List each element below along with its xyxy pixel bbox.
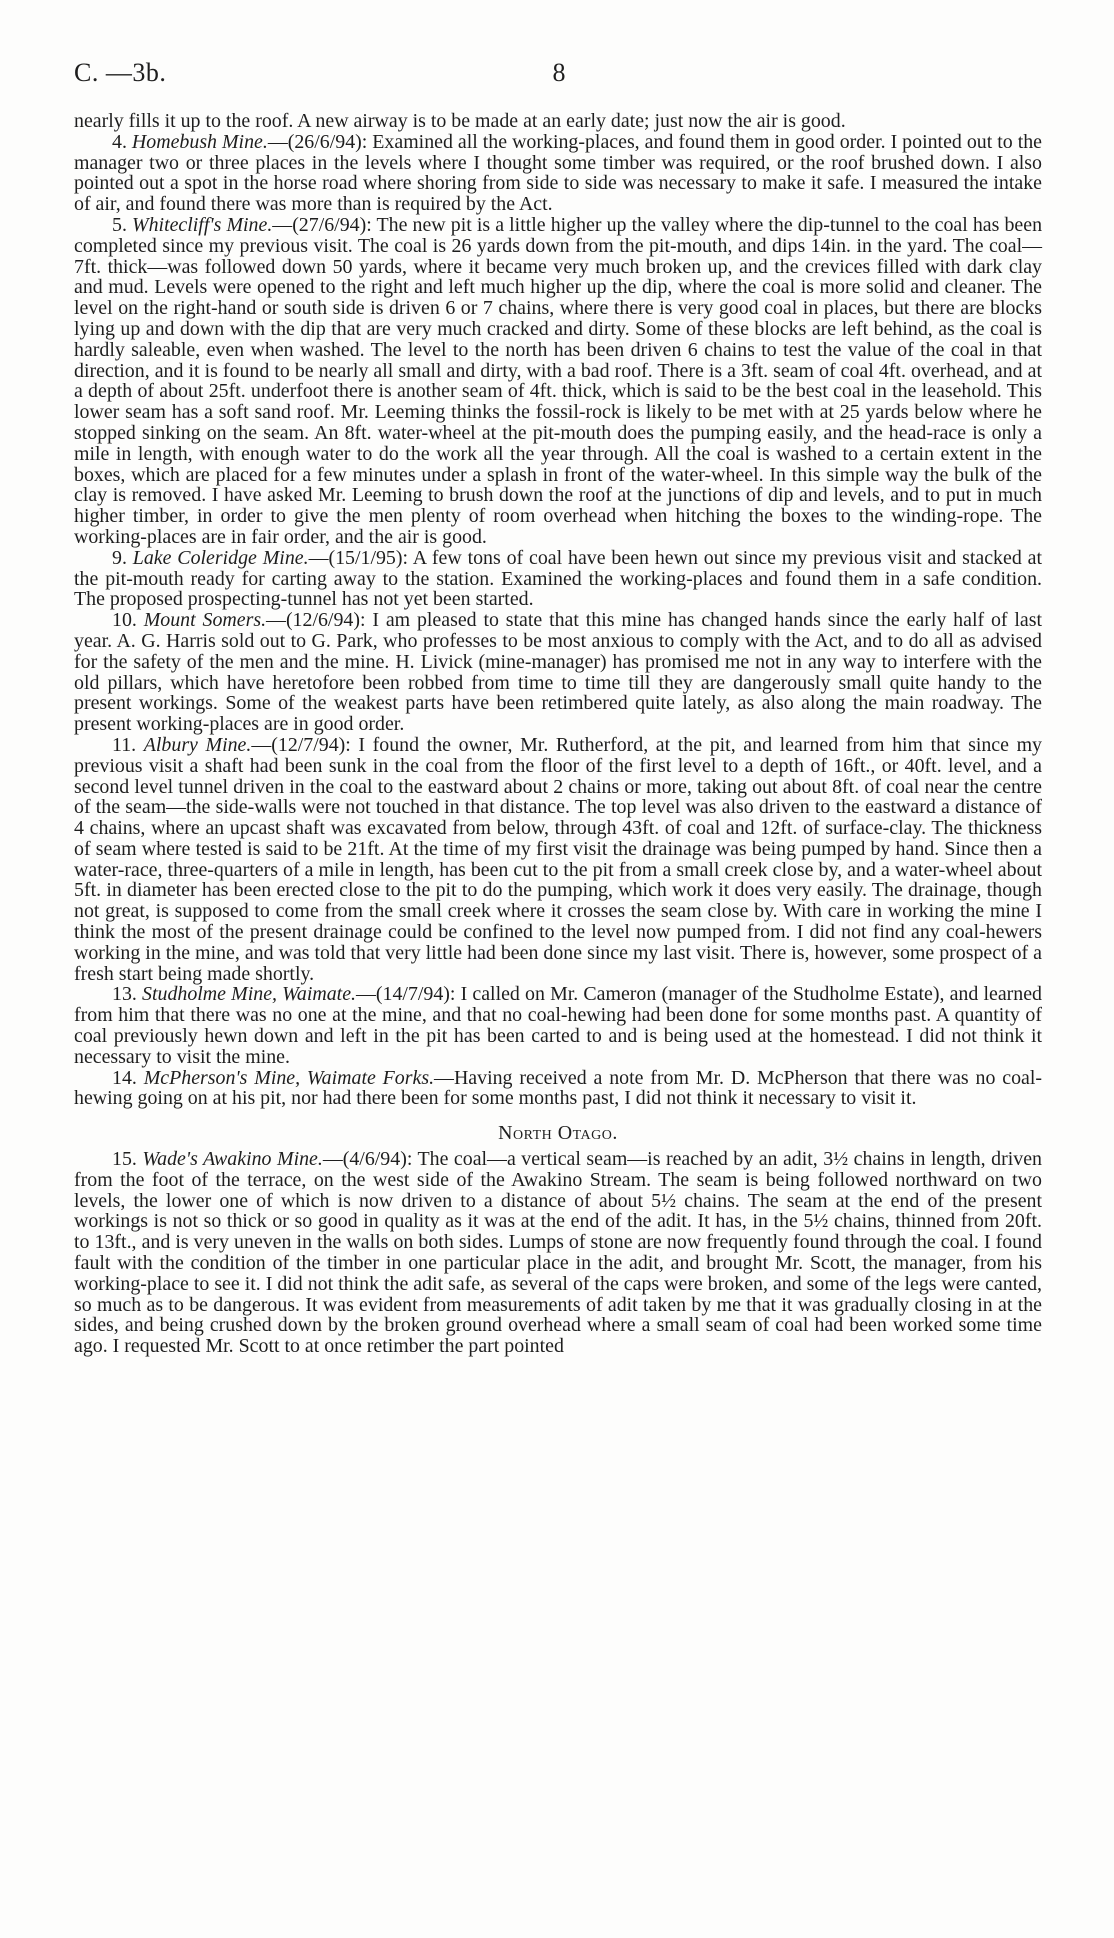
entry-text: —(26/6/94): Examined all the working-places, and found them in good order. I pointed out to the manager two or three places in the levels where I thought some timber was required, or the roof brushed down. I also pointed out a spot in the horse road where shoring from side to side was necessary to make it safe. I measured the intake of air, and found there was more than is required by the Act.: [74, 130, 1043, 216]
entry-text: —Having received a note from Mr. D. McPherson that there was no coal-hewing going on at his pit, nor had there been for some months past, I did not think it necessary to visit it.: [74, 1066, 1042, 1110]
page-header: [74, 58, 1044, 98]
mine-name: Studholme Mine, Waimate.: [142, 983, 357, 1006]
mine-report-paragraph: [74, 1149, 1042, 1357]
mine-report-paragraph: [74, 610, 1042, 735]
mine-name: Wade's Awakino Mine.: [142, 1148, 323, 1171]
mine-report-paragraph: [74, 984, 1042, 1067]
document-reference: C. —3b.: [74, 58, 167, 87]
section-heading: North Otago.: [498, 1122, 618, 1145]
entry-text: —(14/7/94): I called on Mr. Cameron (manager of the Studholme Estate), and learned from him that there was no one at the mine, and that no coal-hewing had been done for some months past. A quantity of coal previously hewn down and left in the pit has been carted to and is being used at the homestead. I did not think it necessary to visit the mine.: [74, 983, 1042, 1068]
entry-number: 10.: [112, 609, 144, 632]
mine-report-paragraph: [74, 548, 1042, 610]
entry-number: 11.: [112, 733, 144, 756]
entry-number: 15.: [112, 1148, 143, 1171]
entry-number: 13.: [112, 983, 143, 1006]
entry-number: 4.: [112, 130, 132, 153]
entry-text: —(12/7/94): I found the owner, Mr. Rutherford, at the pit, and learned from him that since my previous visit a shaft had been sunk in the coal from the floor of the first level to a depth of 16ft., or 40ft. level, and a second level tunnel driven in the coal to the eastward about 2 chains or more, taking out about 8ft. of coal near the centre of the seam—the side-walls were not touched in that distance. The top level was also driven to the eastward a distance of 4 chains, where an upcast shaft was excavated from below, through 43ft. of coal and 12ft. of surface-clay. The thickness of seam where tested is said to be 21ft. At the time of my first visit the drainage was being pumped by hand. Since then a water-race, three-quarters of a mile in length, has been cut to the pit from a small creek close by, and a water-wheel about 5ft. in diameter has been erected close to the pit to do the pumping, which work it does very easily. The drainage, though not great, is supposed to come from the small creek where it crosses the seam close by. With care in working the mine I think the most of the present drainage could be confined to the level now pumped from. I did not find any coal-hewers working in the mine, and was told that very little had been done since my last visit. There is, however, some prospect of a fresh start being made shortly.: [74, 733, 1042, 985]
mine-name: Mount Somers.: [143, 609, 267, 632]
mine-name: Homebush Mine.: [131, 130, 268, 153]
mine-report-paragraph: [74, 132, 1042, 215]
mine-report-paragraph: [74, 1068, 1042, 1110]
entry-text: —(15/1/95): A few tons of coal have been hewn out since my previous visit and stacked at the pit-mouth ready for carting away to the station. Examined the working-places and found them in a safe condition. The proposed prospecting-tunnel has not yet been started.: [74, 546, 1042, 611]
entry-number: 9.: [112, 546, 133, 569]
mine-report-paragraph: [74, 735, 1042, 985]
page-number: 8: [552, 58, 566, 87]
mine-name: Lake Coleridge Mine.: [132, 546, 309, 569]
entry-number: 14.: [112, 1066, 144, 1089]
entry-text: —(4/6/94): The coal—a vertical seam—is reached by an adit, 3½ chains in length, driven from the foot of the terrace, on the west side of the Awakino Stream. The seam is being followed northward on two levels, the lower one of which is now driven to a distance of about 5½ chains. The seam at the end of the present workings is not so thick or so good in quality as it was at the end of the adit. It has, in the 5½ chains, thinned from 20ft. to 13ft., and is very uneven in the walls on both sides. Lumps of stone are now frequently found through the coal. I found fault with the condition of the timber in one particular place in the adit, and brought Mr. Scott, the manager, from his working-place to see it. I did not think the adit safe, as several of the caps were broken, and some of the legs were canted, so much as to be dangerous. It was evident from measurements of adit taken by me that it was gradually closing in at the sides, and being crushed down by the broken ground overhead where a small seam of coal had been worked some time ago. I requested Mr. Scott to at once retimber the part pointed: [74, 1148, 1042, 1358]
mine-name: Albury Mine.: [143, 733, 252, 756]
mine-name: McPherson's Mine, Waimate Forks.: [143, 1066, 435, 1089]
mine-report-paragraph: [74, 215, 1042, 548]
entry-text: —(27/6/94): The new pit is a little higher up the valley where the dip-tunnel to the coal has been completed since my previous visit. The coal is 26 yards down from the pit-mouth, and dips 14in. in the yard. The coal—7ft. thick—was followed down 50 yards, where it became very much broken up, and the crevices filled with dark clay and mud. Levels were opened to the right and left much higher up the dip, where the coal is more solid and cleaner. The level on the right-hand or south side is driven 6 or 7 chains, where there is very good coal in places, but there are blocks lying up and down with the dip that are very much cracked and dirty. Some of these blocks are left behind, as the coal is hardly saleable, even when washed. The level to the north has been driven 6 chains to test the value of the coal in that direction, and it is found to be nearly all small and dirty, with a bad roof. There is a 3ft. seam of coal 4ft. overhead, and at a depth of about 25ft. underfoot there is another seam of 4ft. thick, which is said to be the best coal in the leasehold. This lower seam has a soft sand roof. Mr. Leeming thinks the fossil-rock is likely to be met with at 25 yards below where he stopped sinking on the seam. An 8ft. water-wheel at the pit-mouth does the pumping easily, and the head-race is only a mile in length, with enough water to do the work all the year through. All the coal is washed to a certain extent in the boxes, which are placed for a few minutes under a splash in front of the water-wheel. In this simple way the bulk of the clay is removed. I have asked Mr. Leeming to brush down the roof at the junctions of dip and levels, and to put in much higher timber, in order to give the men plenty of room overhead when hitching the boxes to the winding-rope. The working-places are in fair order, and the air is good.: [74, 213, 1043, 548]
paragraph: nearly fills it up to the roof. A new airway is to be made at an early date; just now the air is good.: [74, 110, 846, 132]
entry-text: —(12/6/94): I am pleased to state that this mine has changed hands since the early half of last year. A. G. Harris sold out to G. Park, who professes to be most anxious to comply with the Act, and to do all as advised for the safety of the men and the mine. H. Livick (mine-manager) has promised me not in any way to interfere with the old pillars, which have heretofore been robbed from time to time till they are dangerously small quite handy to the present workings. Some of the weakest parts have been retimbered quite lately, as also along the main roadway. The present working-places are in good order.: [74, 609, 1042, 736]
entry-number: 5.: [112, 213, 133, 236]
document-body: [74, 111, 1042, 1357]
mine-name: Whitecliff's Mine.: [132, 213, 273, 236]
